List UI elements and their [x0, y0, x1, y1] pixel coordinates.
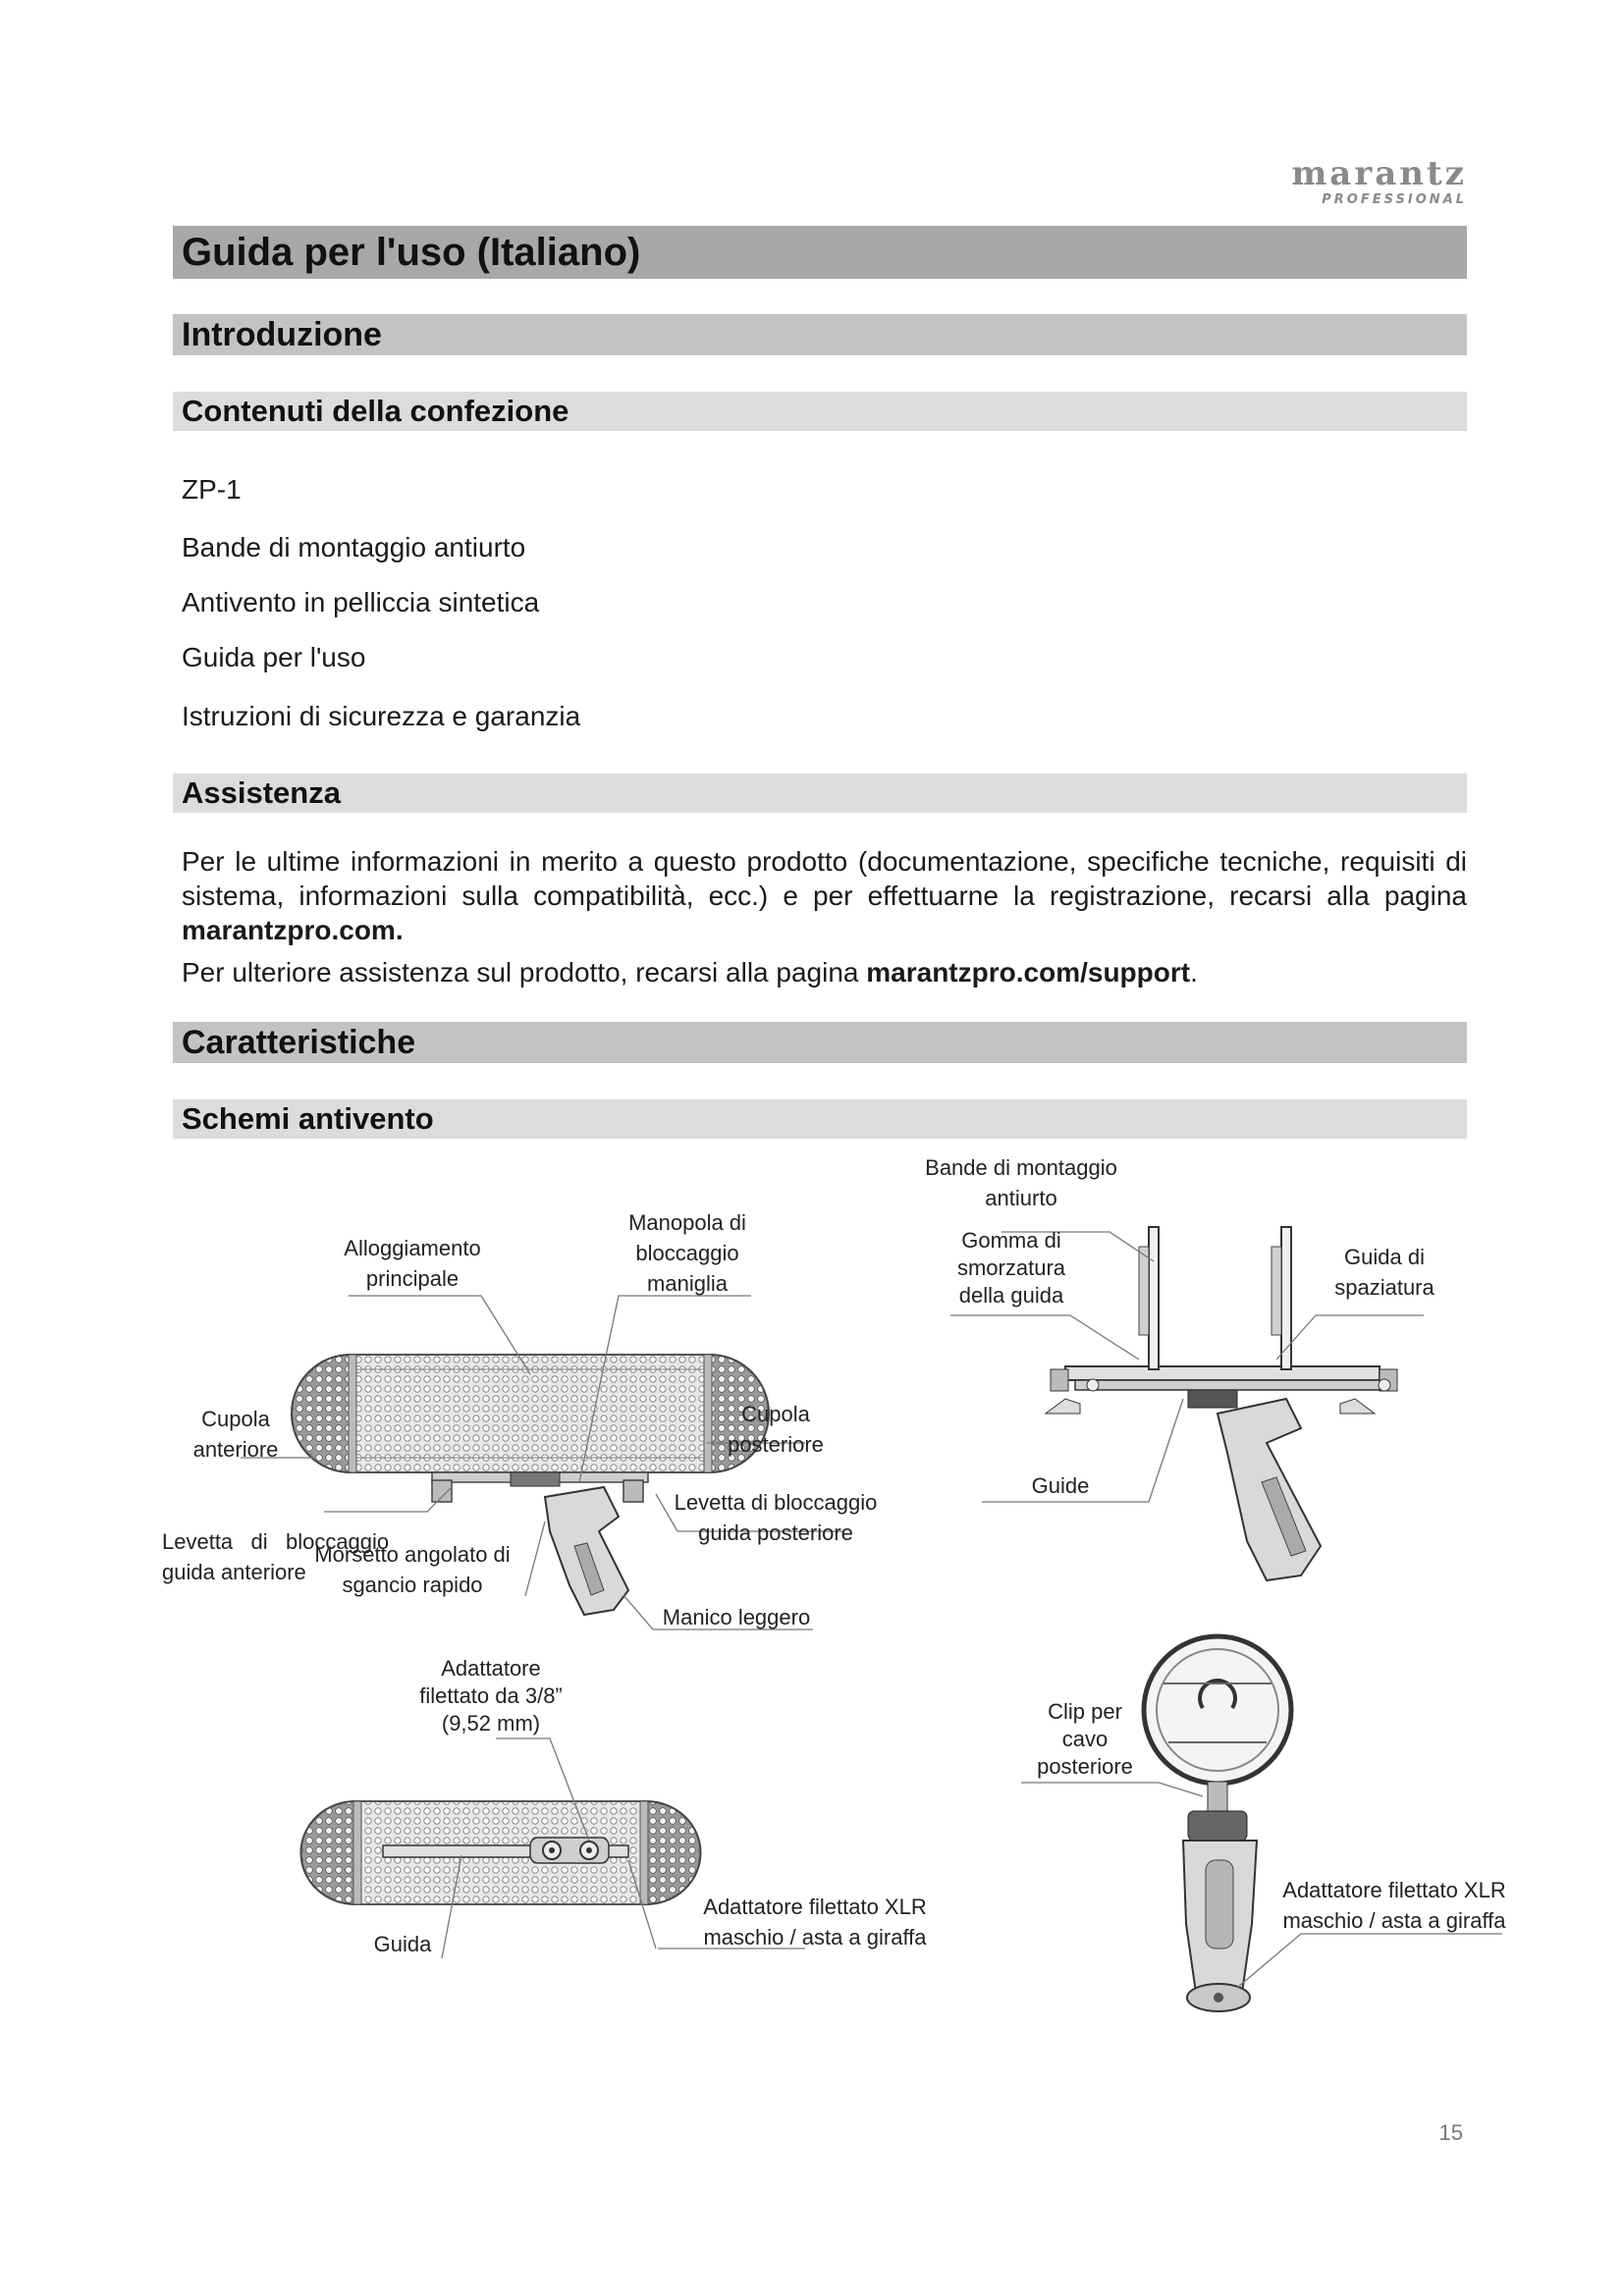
section-heading-contents: Contenuti della confezione [173, 392, 1467, 431]
label-gomma: Gomma di smorzatura della guida [956, 1228, 1066, 1308]
page-title: Guida per l'uso (Italiano) [173, 226, 1467, 279]
label-manico: Manico leggero [662, 1605, 811, 1629]
label-guida: Guida [373, 1932, 432, 1956]
label-xlr-1: Adattatore filettato XLR maschio / asta a giraffa [703, 1895, 927, 1949]
label-guida-spaziatura: Guida di spaziatura [1334, 1245, 1435, 1300]
support-link-2[interactable]: marantzpro.com/support [866, 957, 1191, 988]
cable-clip-illustration [1144, 1636, 1291, 2011]
list-item: Antivento in pelliccia sintetica [182, 587, 540, 617]
section-heading-intro: Introduzione [173, 314, 1467, 355]
page-number: 15 [1438, 2120, 1463, 2145]
label-cupola-anteriore: Cupola anteriore [192, 1407, 279, 1462]
label-bande: Bande di montaggio antiurto [925, 1155, 1117, 1210]
label-manopola: Manopola di bloccaggio maniglia [628, 1210, 746, 1296]
label-guide: Guide [1031, 1473, 1090, 1498]
section-heading-support: Assistenza [173, 774, 1467, 813]
list-item: Guida per l'uso [182, 642, 366, 672]
section-heading-diagrams: Schemi antivento [173, 1099, 1467, 1139]
list-item: Bande di montaggio antiurto [182, 532, 526, 562]
logo-wordmark: marantz [1291, 154, 1467, 193]
label-levetta-anteriore: Levetta di bloccaggio guida anteriore [162, 1529, 390, 1584]
label-clip: Clip per cavo posteriore [1037, 1699, 1133, 1779]
label-cupola-posteriore: Cupola posteriore [728, 1402, 824, 1457]
windscreen-bottom-illustration [300, 1801, 700, 1904]
support-text-2: Per ulteriore assistenza sul prodotto, recarsi alla pagina [182, 957, 859, 988]
support-text-1: Per le ultime informazioni in merito a questo prodotto (documentazione, specifiche tecniche, requisiti di sistema, informazioni sulla compatibilità, ecc.) e per effettuarne la registrazione, recarsi alla pagina [182, 846, 1467, 911]
label-levetta-posteriore: Levetta di bloccaggio guida posteriore [674, 1490, 878, 1545]
label-xlr-2: Adattatore filettato XLR maschio / asta a giraffa [1282, 1878, 1506, 1933]
label-adattatore-38: Adattatore filettato da 3/8” (9,52 mm) [419, 1656, 563, 1735]
list-item: ZP-1 [182, 474, 242, 505]
logo-subtitle: PROFESSIONAL [1322, 192, 1467, 207]
support-end: . [1190, 957, 1198, 988]
support-link-1[interactable]: marantzpro.com. [182, 915, 404, 945]
label-alloggiamento: Alloggiamento principale [344, 1236, 481, 1291]
label-morsetto: Morsetto angolato di sgancio rapido [314, 1542, 511, 1597]
list-item: Istruzioni di sicurezza e garanzia [182, 701, 581, 731]
section-heading-features: Caratteristiche [173, 1022, 1467, 1063]
